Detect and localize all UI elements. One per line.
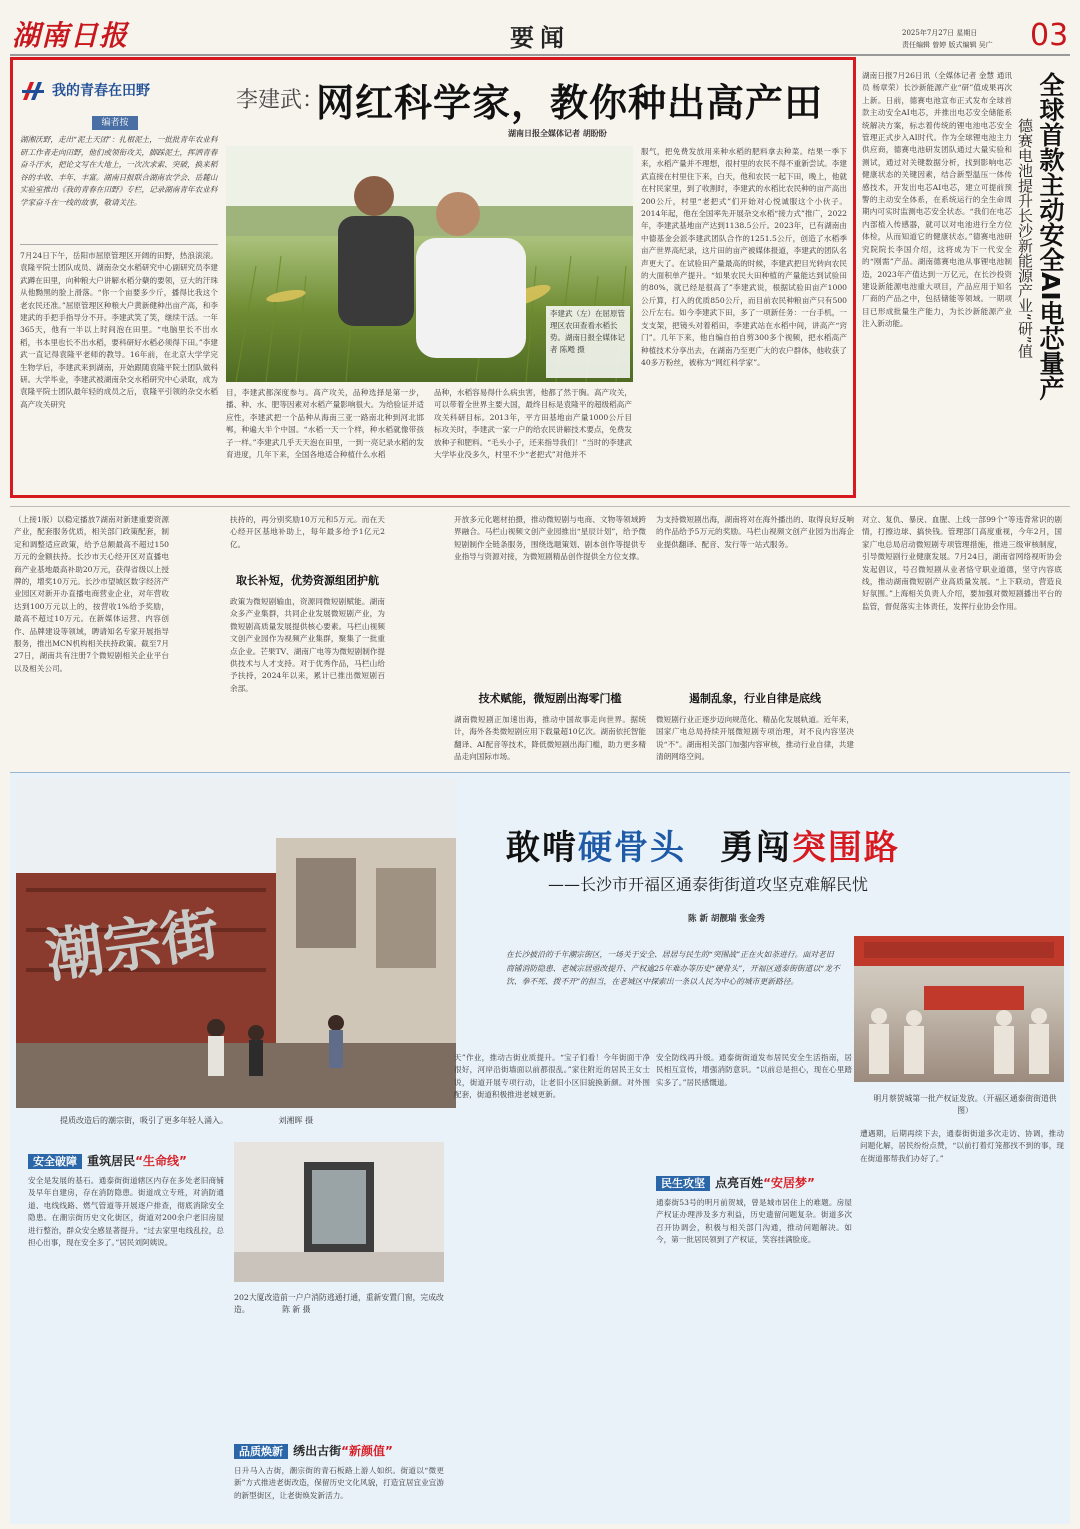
section-tag: 安全破障 xyxy=(28,1154,82,1169)
safety-section-body: 安全是发展的基石。通泰街街道辖区内存在多处老旧商铺及早年自建房，存在消防隐患。街道成立专班，对消防通道、电线线路、燃气管道等开展逐户排查，彻底消除安全隐患。在潮宗街历史文化街区，街道对200余户老旧房屋进行整治，群众安全感显著提升。“过去家里电线乱拉，总担心出事，现在安全多了。”居民刘阿姨说。 xyxy=(28,1176,224,1248)
headline-part: 勇闯 xyxy=(719,828,792,868)
livelihood-section xyxy=(656,1172,852,1527)
mid-column-2 xyxy=(230,514,385,770)
interior-illustration xyxy=(234,1142,444,1282)
photo-service-center xyxy=(854,936,1064,1082)
article-column-2: 目，李建武都深度参与。高产攻关，品种选择是第一步，播、种、水、肥等因素对水稻产量影响很大。为给验证并适应性，李建武把一个品种从海南三亚一路南北种到河北邯郸，种遍大半个中国。“水稻一天一个样，种水稻就像带孩子一样。”李建武几乎天天泡在田里，一到一亮记录水稻的发育进度，几年下来，全国各地适合种植什么水稻 xyxy=(226,388,424,460)
section-title: 绣出古街 xyxy=(293,1444,342,1458)
section-title: 点亮百姓 xyxy=(715,1176,764,1190)
sidebar-article-body: 湖南日报7月26日讯（全媒体记者 金慧 通讯员 杨章荣）长沙新能源产业“研”值成果再次上新。日前，德赛电池宣布正式发布全球首款主动安全AI电芯，并推出电芯安全储能系统解决方案，标志着传统的锂电池电芯安全管理正式步入AI时代。作为全球锂电池主力供应商，德赛电池研发团队通过大量实验和测试，通过对关键数据分析，找到影响电芯健康状态的关键因素，结合新型温压一体传感技术，开发出电芯AI电芯，建立可提前预警的主动安全体系，在系统运行的全生命周期内可实时监测电芯安全状态。“我们在电芯内部植入传感器，就可以对电池进行全方位体检，从而知道它的健康状态。”德赛电池研究院院长李国介绍，这将成为下一代安全的“刚需”产品。湖南德赛电池从事锂电池制造，2023年产值达到一万亿元，在长沙投资建设新能源电池重大项目，产品应用于知名厂商的产品之中，包括储能等领域。一期项目已形成批量生产能力，为长沙新能源产业注入新动能。 xyxy=(862,71,1012,329)
headline-part: 突围路 xyxy=(791,828,900,868)
quality-section xyxy=(234,1440,444,1523)
section-heading xyxy=(656,1172,852,1191)
photo-chaozong-street xyxy=(16,778,456,1108)
editor-note-tag: 编者按 xyxy=(92,116,138,130)
section-title: 重筑居民 xyxy=(87,1154,136,1168)
mid-column-4-top: 为支持微短剧出海，湖南将对在海外播出的、取得良好反响的作品给予5万元的奖励。马栏山视频文创产业园为出海企业提供翻译、配音、发行等一站式服务。 xyxy=(656,515,854,549)
headline-prefix: 李建武： xyxy=(236,88,325,113)
mid-column-3 xyxy=(454,514,646,770)
caption-text: 提质改造后的潮宗街，吸引了更多年轻人涌入。 xyxy=(60,1116,228,1125)
lower-column-mid: 天”作业，推动古街业质提升。“宝子们看！今年街面干净很好，河岸沿街墙面以前都很乱。”家住附近的居民王女士说，街道开展专项行动，让老旧小区旧貌换新颜。对外围配套，街道积极推进老城更新。 xyxy=(454,1053,650,1100)
svg-text:潮宗街: 潮宗街 xyxy=(41,899,224,991)
caption-credit: 刘湘晖 摄 xyxy=(278,1116,314,1125)
section-title-accent: “新颜值” xyxy=(341,1444,393,1458)
masthead xyxy=(0,0,1080,56)
lower-lead-paragraph: 在长沙披沿的千年潮宗街区，一场关于安全、居居与民生的“突围战”正在火如荼进行。面对老旧商铺消防隐患、老城宗居亟改提升、产权逾25年难办等历史“硬骨头”，开福区通泰街街道以“龙不饮、拳不死、拨不开”的担当，在老城区中探索出一条以人民为中心的城市更新路径。 xyxy=(506,950,840,986)
section-heading xyxy=(234,1440,444,1459)
article-headline: 网红科学家，教你种出高产田 xyxy=(316,81,824,125)
divider xyxy=(10,506,1070,507)
mid-column-5: 对立、复仇、暴戾、血腥、上线一部99个“等违背常识的剧情，打擦边球、搞快钱。管理部门高度重视，今年2月，国家广电总局启动微短剧专项管理措施，推进三级审核制度，引导微短剧行业健康发展。7月24日，湖南省网络视听协会发起倡议，号召微短剧从业者恪守职业道德，坚守内容底线，推动湖南微短剧产业高质量发展。“上下联动，营造良好氛围。”上海相关负责人介绍，要加强对微短剧播出平台的监管，督促落实主体责任，发挥行业协会作用。 xyxy=(862,515,1062,611)
editor-credits: 责任编辑 曾婷 版式编辑 吴广 xyxy=(902,41,993,49)
photo-renovated-interior xyxy=(234,1142,444,1282)
section-title: 要闻 xyxy=(510,23,570,52)
street-photo-caption xyxy=(60,1115,450,1126)
headline-part: 硬骨头 xyxy=(578,828,686,868)
section-title-accent: “生命线” xyxy=(135,1154,187,1168)
service-illustration xyxy=(854,936,1064,1082)
mid-column-2-top: 扶持的，再分别奖励10万元和5万元。而在天心经开区基地补助上，每年最多给予1亿元2亿。 xyxy=(230,515,385,549)
column-emblem-icon xyxy=(20,78,46,104)
lower-column-far-right: 遭遇期，后期再续下去，通泰街街道多次走访、协调，推动问题化解，居民纷纷点赞，“以前打着灯笼都找不到的事，现在街道都帮我们办好了。” xyxy=(860,1129,1064,1163)
article-column-3: 品种，水稻容易得什么病虫害，他都了然于胸。高产攻关，可以带着全世界主要大国，最终目标是袁隆平的超级稻高产攻关科研目标。2013年，平方田基地亩产量1000公斤目标攻关时，李建武一家一户的给农民讲解技术要点，免费发放种子和肥料。“毛头小子，还来指导我们！”当时的李建武大学毕业没多久，村里不少“老把式”对他并不 xyxy=(434,388,632,460)
subheading: 取长补短，优势资源组团护航 xyxy=(236,574,379,587)
section-tag: 民生攻坚 xyxy=(656,1176,710,1191)
editor-note: 湖湘沃野，走出“泥土天团”：扎根泥土，一批批青年农业科研工作者走向田野，他们或领衔攻关，脚踩泥土，挥洒青春奋斗汗水，把论文写在大地上，一次次求索、突破，换来稻谷的丰收、丰年、丰富。湖南日报联合湖南农学会、岳麓山实验室推出《我的青春在田野》专栏，记录湖南青年农业科学家奋斗在一线的故事，敬请关注。 xyxy=(20,135,218,207)
caption-credit: 陈 新 摄 xyxy=(282,1305,311,1314)
interior-photo-caption xyxy=(234,1292,444,1316)
mid-column-4 xyxy=(656,514,854,770)
caption-text: 202大厦改造前一户户消防逃通打通，重新安置门窗，完成改造。 xyxy=(234,1293,444,1314)
safety-section xyxy=(28,1150,224,1525)
issue-date: 2025年7月27日 星期日 xyxy=(902,29,978,37)
lower-column-right-top: 安全防线再升级。通泰街街道发布居民安全生活指南，居民相互宣传，增强消防意识。“以前总是担心，现在心里踏实多了。”居民感慨道。 xyxy=(656,1053,852,1087)
column-logo xyxy=(20,76,180,116)
article-byline: 湖南日报全媒体记者 胡盼盼 xyxy=(508,128,607,138)
street-illustration xyxy=(16,778,456,1108)
section-heading xyxy=(28,1150,224,1169)
divider xyxy=(20,244,218,245)
headline-part: 敢啃 xyxy=(506,828,578,868)
mid-column-3-body: 湖南微短剧正加速出海，推动中国故事走向世界。据统计，海外各类微短剧应用下载量超10亿次。湖南依托智能翻译、AI配音等技术，降低微短剧出海门槛，助力更多精品走向国际市场。 xyxy=(454,715,646,762)
article-column-4: 服气，把免费发放用来种水稻的肥料拿去种菜。结果一季下来，水稻产量并不理想，很村里的农民不得不重新尝试。李建武直接在村里住下来，白天，他和农民一起下田，晚上，他就在村民家里，到了收割时，李建武的水稻比农民种的亩产高出200公斤，村里“老把式”们开始对心悦诚服这个小伙子。2014年起，他在全国率先开展杂交水稻“接力式”推广，2022年，李建武基地亩产达到1138.5公斤。2023年，已有湖南由中德基金会派李建武团队合作的1251.5公斤，创造了水稻季亩产世界高纪录，这片田的亩产被媒体报道，李建武的团队名声更大了。在试验田产量最高的时候，李建武把目光转向农民的大面积单产提升。“如果农民大田种植的产量能达到试验田的80%，就已经是很高了”李建武说，根据试验田亩产1000公斤算，打入的优质850公斤，而目前农民种粮亩产只有500公斤左右。如今李建武下田，多了一项新任务：一台手机，一支支架，把镜头对着稻田，李建武站在水稻中间，讲高产“窍门”。几年下来，他自编自拍自剪300多个视频，把水稻高产种植技术分享出去，在湖南乃至更广大的农户群体，他收获了40多万粉丝，被称为“网红科学家”。 xyxy=(641,147,847,367)
service-photo-caption: 明月蔡贺城第一批产权证发放。（开福区通泰街街道供图） xyxy=(873,1094,1057,1115)
mid-column-4-body: 微短剧行业正逐步迈向规范化、精品化发展轨道。近年来，国家广电总局持续开展微短剧专项治理，对不良内容坚决说“不”。湖南相关部门加强内容审核，推动行业自律，共建清朗网络空间。 xyxy=(656,715,854,762)
subheading: 遏制乱象，行业自律是底线 xyxy=(689,692,821,705)
mid-column-1: （上接1版）以稳定播放7湖南对新建重要资源产业，配套服务优质，相关部门政策配套，制定和调整适应政策，给予总额最高不超过150万元的金额扶持。长沙市天心经开区对直播电商产业基地最高补助20万元，获得省级以上授牌的，增奖10万元。长沙市望城区数字经济产业园区对新开办直播电商营业企业，对年营收达到100万元以上的，按营收1%给予奖励，最高不超过10万元。在新媒体运营、内容创作、品牌建设等领域，聘请知名专家开展指导服务，推出MCN机构相关扶持政策。截至7月27日，湖南共有注册7个微短剧相关企业平台以及相关公司。 xyxy=(14,515,169,673)
photo-caption: 李建武（左）在屈原管理区农田查看水稻长势。湖南日报全媒体记者 陈飏 摄 xyxy=(546,306,630,378)
article-column-1: 7月24日下午，岳阳市屈原管理区开阔的田野，热浪滚滚。袁隆平院士团队成员、湖南杂交水稻研究中心副研究员李建武蹲在田里，向种粮大户讲解水稻分蘖的要领，豆大的汗珠从他黝黑的脸上滑落。“你一个亩要多少斤，播得比我这个老农民还准。”屈原管理区种粮大户黄新健种出亩产高，和李建武的手把手指导分不开。李建武笑了笑，继续干活。一年365天，他有一半以上时间泡在田里。“电脑里长不出水稻，书本里也长不出水稻，要科研好水稻必须得下田。”李建武一直记得袁隆平老师的教导。16年前，在北京大学学完生物学后，李建武来到湖南，开始跟随袁隆平院士团队做科研。大学毕业，李建武被湖南杂交水稻研究中心录取，成为袁隆平院士团队最年轻的成员之后，袁隆平引领的杂交水稻高产攻关研究 xyxy=(20,251,218,409)
sidebar-subhead: 德赛电池提升长沙新能源产业“研”值 xyxy=(1016,118,1034,359)
lower-subhead: ——长沙市开福区通泰街街道攻坚克难解民忧 xyxy=(548,875,869,894)
mid-column-3-top: 开放多元化题材拍摄，推动微短剧与电商、文物等领域跨界融合。马栏山视频文创产业园推出“星辰计划”，给予微短剧制作全链条服务，围绕选题策划、剧本创作等提供专业指导与资源对接，为微短剧精品创作提供全方位支撑。 xyxy=(454,515,646,562)
lower-headline xyxy=(506,820,900,869)
sidebar-headline: 全球首款主动安全AI电芯量产 xyxy=(1036,72,1065,401)
quality-section-body: 日升马入古街，潮宗街的青石板路上游人如织。街道以“微更新”方式推进老街改造，保留历史文化风貌，打造宜居宜业宜游的新型街区，让老街焕发新活力。 xyxy=(234,1466,444,1500)
livelihood-section-body: 通泰街53号的明月前贺城，曾是城市居住上的难题。房屋产权证办理涉及多方利益，历史遗留问题复杂。街道多次召开协调会，积极与相关部门沟通，推动问题解决。如今，第一批居民领到了产权证，笑容挂满脸庞。 xyxy=(656,1198,852,1245)
divider xyxy=(10,772,1070,773)
lower-byline: 陈 新 胡靓瑞 张金秀 xyxy=(688,914,765,924)
page-number: 03 xyxy=(1030,18,1069,53)
section-title-accent: “安居梦” xyxy=(763,1176,815,1190)
mid-column-2-body: 政策为微短剧输血，资源同微短剧赋能。湖南众多产业集群，共同企业发展微短剧产业，为微短剧高质量发展提供核心要素。马栏山视频文创产业园作为视频产业集群，聚集了一批重点企业。芒果TV、湖南广电等为微短剧制作提供技术与人才支持。对于优秀作品，马栏山给予扶持，2024年以来，累计已推出微短剧百余部。 xyxy=(230,597,385,693)
section-tag: 品质焕新 xyxy=(234,1444,288,1459)
masthead-rule xyxy=(10,54,1070,56)
newspaper-logo: 湖南日报 xyxy=(12,19,129,52)
subheading: 技术赋能，微短剧出海零门槛 xyxy=(478,692,622,705)
column-name: 我的青春在田野 xyxy=(52,83,150,99)
